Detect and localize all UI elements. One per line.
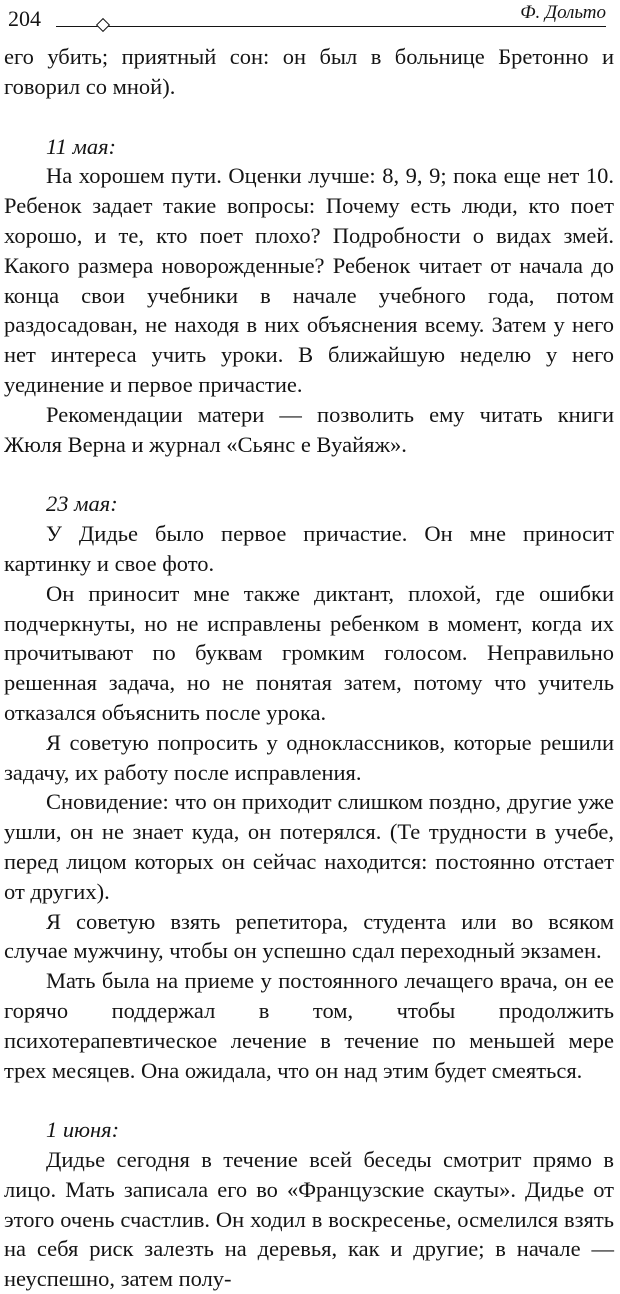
paragraph: У Дидье было первое причастие. Он мне приносит картинку и свое фото. [4,521,614,576]
header-rule [56,26,606,27]
paragraph: Я советую попросить у одноклассников, которые решили задачу, их работу после исправления. [4,729,614,785]
paragraph: Рекомендации матери — позволить ему читать книги Жюля Верна и журнал «Сьянс е Вуайяж». [4,401,614,457]
entry-date: 11 мая: [46,133,117,159]
page-header [4,0,616,42]
paragraph: Я советую взять репетитора, студента или во всяком случае мужчину, чтобы он успешно сдал переходный экзамен. [4,908,614,964]
paragraph: Мать была на приеме у постоянного лечащего врача, он ее горячо поддержал в том, чтобы продолжить психотерапевтическое лечение в течение по меньшей мере трех месяцев. Она ожидала, что он над этим будет смеяться. [4,968,614,1083]
entry-date: 1 июня: [46,1117,120,1143]
diamond-ornament-icon [96,18,110,32]
paragraph: На хорошем пути. Оценки лучше: 8, 9, 9; пока еще нет 10. Ребенок задает такие вопросы: Почему есть люди, кто поет хорошо, и те, кто поет плохо? Подробности о видах змей. Какого размера новорожденные? Ребенок читает от начала до конца свои учебники в начале учебного года, потом раздосадован, не находя в них объяснения всему. Затем у него нет интереса учить уроки. В ближайшую неделю у него уединение и первое причастие. [4,163,614,397]
paragraph: Сновидение: что он приходит слишком поздно, другие уже ушли, он не знает куда, он потерялся. (Те трудности в учебе, перед лицом которых он сейчас находится: постоянно отстает от других). [4,789,614,904]
entry-date: 23 мая: [46,491,118,517]
body-text [4,42,616,1294]
paragraph: Он приносит мне также диктант, плохой, где ошибки подчеркнуты, но не исправлены ребенком в момент, когда их прочитывают по буквам громким голосом. Неправильно решенная задача, но не понятая затем, потому что учитель отказался объяснить после урока. [4,580,614,725]
paragraph: Дидье сегодня в течение всей беседы смотрит прямо в лицо. Мать записала его во «Французские скауты». Дидье от этого очень счастлив. Он ходил в воскресенье, осмелился взять на себя риск залезть на деревья, как и другие; в начале — неуспешно, затем полу- [4,1147,614,1292]
page-number: 204 [8,6,41,31]
running-head-author: Ф. Дольто [514,2,606,24]
paragraph: его убить; приятный сон: он был в больнице Бретонно и говорил со мной). [4,44,614,99]
